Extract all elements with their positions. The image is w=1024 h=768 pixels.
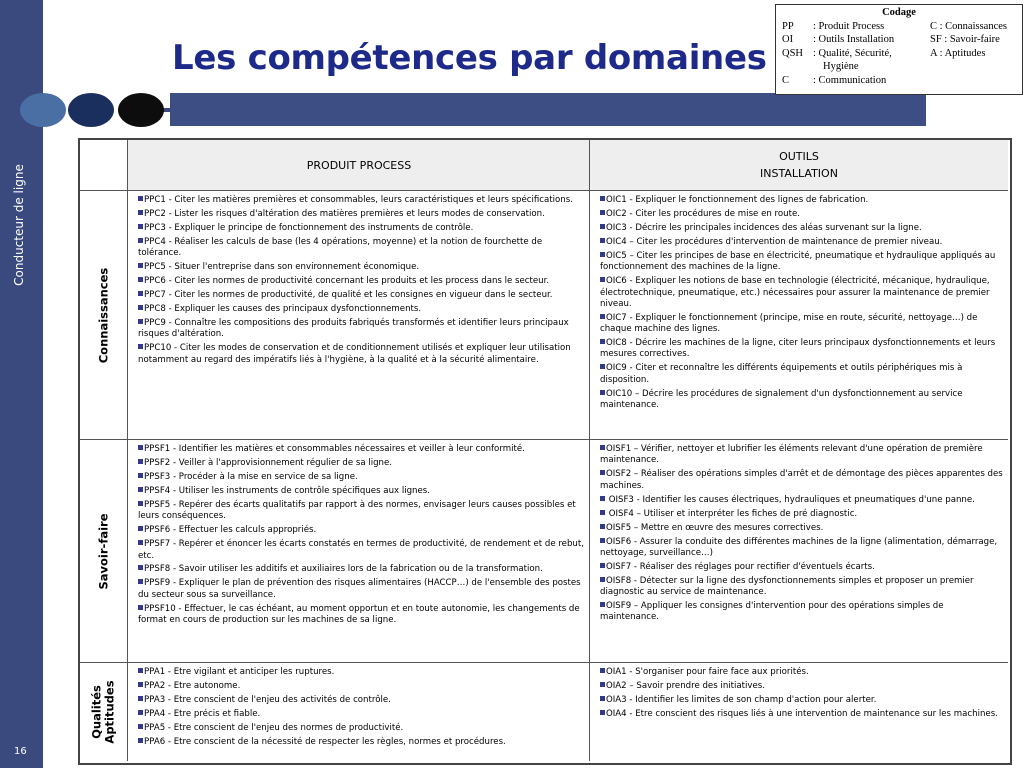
square-bullet-icon — [600, 224, 605, 229]
competence-item — [138, 709, 586, 720]
competence-item — [138, 667, 586, 678]
codage-cell: A : Aptitudes — [930, 47, 986, 59]
competence-item — [138, 262, 586, 273]
sidebar-label — [3, 160, 35, 290]
competence-text: PPC3 - Expliquer le principe de fonctionnement des instruments de contrôle. — [144, 222, 474, 233]
competence-text: PPSF8 - Savoir utiliser les additifs et auxiliaires lors de la fabrication ou de la transformation. — [144, 564, 543, 575]
codage-cell: : Qualité, Sécurité, — [813, 47, 892, 59]
grid-line — [80, 190, 1008, 191]
cell-connaissances-pp — [128, 191, 590, 439]
competence-item — [138, 500, 586, 523]
page-number: 16 — [14, 746, 27, 757]
square-bullet-icon — [600, 252, 605, 257]
codage-row — [782, 74, 1010, 88]
square-bullet-icon — [138, 565, 143, 570]
competence-item — [600, 389, 1004, 412]
square-bullet-icon — [600, 314, 605, 319]
header-pp-label: PRODUIT PROCESS — [306, 158, 412, 172]
codage-cell: QSH — [782, 47, 804, 59]
competence-text: OISF8 - Détecter sur la ligne des dysfonctionnements simples et proposer un premier diagnostic au service de maintenance. — [600, 575, 974, 598]
sidebar-label-text: Conducteur de ligne — [12, 164, 26, 286]
square-bullet-icon — [600, 682, 605, 687]
competence-item — [138, 681, 586, 692]
competence-item — [600, 667, 1004, 678]
competence-text: OIC2 - Citer les procédures de mise en route. — [606, 208, 800, 219]
competence-text: PPA2 - Etre autonome. — [144, 680, 241, 691]
header-produit-process — [128, 140, 590, 190]
square-bullet-icon — [600, 563, 605, 568]
header-oi-line2: INSTALLATION — [760, 167, 838, 180]
square-bullet-icon — [600, 538, 605, 543]
header-oi-line1: OUTILS — [779, 150, 819, 163]
competence-text: OIC3 - Décrire les principales incidences des aléas survenant sur la ligne. — [606, 222, 922, 233]
competence-text: OISF6 - Assurer la conduite des différentes machines de la ligne (alimentation, démarrage, nettoyage, surveillance…) — [600, 536, 998, 558]
competence-item — [600, 237, 1004, 248]
codage-cell: PP — [782, 20, 794, 32]
row-label-savoir-faire — [80, 440, 128, 662]
competence-text: PPA4 - Etre précis et fiable. — [144, 708, 261, 719]
square-bullet-icon — [600, 577, 605, 582]
codage-row — [782, 60, 1010, 74]
competence-item — [600, 495, 1004, 506]
square-bullet-icon — [600, 364, 605, 369]
competence-text: OISF2 – Réaliser des opérations simples d'arrêt et de démontage des pièces apparentes des machines. — [600, 469, 1003, 491]
square-bullet-icon — [138, 263, 143, 268]
square-bullet-icon — [138, 668, 143, 673]
competence-text: PPA6 - Etre conscient de la nécessité de respecter les règles, normes et procédures. — [144, 736, 506, 747]
competence-text: OIC8 - Décrire les machines de la ligne, citer leurs principaux dysfonctionnements et leurs mesures correctives. — [600, 338, 996, 360]
competence-text: OIC1 - Expliquer le fonctionnement des lignes de fabrication. — [606, 195, 869, 205]
square-bullet-icon — [600, 496, 605, 501]
row-label-savoir-faire-text: Savoir-faire — [96, 512, 111, 590]
square-bullet-icon — [138, 579, 143, 584]
row-label-connaissances — [80, 191, 128, 439]
square-bullet-icon — [138, 526, 143, 531]
competence-text: PPC5 - Situer l'entreprise dans son environnement économique. — [144, 262, 420, 273]
competence-item — [138, 604, 586, 627]
square-bullet-icon — [138, 277, 143, 282]
codage-row — [782, 47, 1010, 61]
codage-cell: OI — [782, 34, 794, 45]
codage-cell: Hygiène — [823, 61, 859, 72]
competence-text: PPC8 - Expliquer les causes des principaux dysfonctionnements. — [144, 304, 422, 315]
competence-text: PPA3 - Etre conscient de l'enjeu des activités de contrôle. — [144, 694, 391, 705]
decorative-circle-2 — [68, 93, 114, 127]
competence-item — [138, 209, 586, 220]
square-bullet-icon — [600, 668, 605, 673]
grid-line — [80, 439, 1008, 440]
competence-item — [138, 304, 586, 315]
row-label-qa-text — [91, 680, 117, 743]
codage-cell: C — [782, 74, 790, 86]
competence-item — [600, 195, 1004, 206]
competence-text: OISF4 – Utiliser et interpréter les fiches de pré diagnostic. — [606, 508, 858, 519]
competence-item — [600, 562, 1004, 573]
square-bullet-icon — [138, 224, 143, 229]
table-corner — [80, 140, 128, 190]
square-bullet-icon — [138, 445, 143, 450]
row-label-qualites-aptitudes — [80, 663, 128, 761]
competence-text: PPC2 - Lister les risques d'altération des matières premières et leurs modes de conservation. — [144, 208, 545, 219]
competence-text: PPSF2 - Veiller à l'approvisionnement régulier de sa ligne. — [144, 457, 393, 468]
cell-connaissances-oi — [590, 191, 1008, 439]
competence-item — [600, 523, 1004, 534]
competence-text: PPSF3 - Procéder à la mise en service de sa ligne. — [144, 471, 358, 482]
competence-item — [138, 564, 586, 575]
decorative-circle-1 — [20, 93, 66, 127]
codage-legend — [775, 4, 1023, 95]
square-bullet-icon — [600, 445, 605, 450]
square-bullet-icon — [138, 487, 143, 492]
square-bullet-icon — [600, 696, 605, 701]
square-bullet-icon — [138, 473, 143, 478]
competences-table — [78, 138, 1012, 765]
competence-text: PPC6 - Citer les normes de productivité concernant les produits et les process dans le secteur. — [144, 276, 550, 287]
square-bullet-icon — [138, 210, 143, 215]
competence-item — [138, 237, 586, 260]
square-bullet-icon — [138, 605, 143, 610]
competence-item — [138, 195, 586, 206]
competence-item — [600, 251, 1004, 274]
square-bullet-icon — [138, 238, 143, 243]
square-bullet-icon — [600, 339, 605, 344]
competence-text: OIA3 - Identifier les limites de son champ d'action pour alerter. — [606, 694, 877, 705]
competence-text: PPSF4 - Utiliser les instruments de contrôle spécifiques aux lignes. — [144, 485, 431, 496]
competence-item — [600, 223, 1004, 234]
competence-text: OISF9 – Appliquer les consignes d'intervention pour des opérations simples de maintenance. — [600, 601, 944, 623]
competence-item — [600, 509, 1004, 520]
codage-title: Codage — [882, 7, 916, 18]
competence-item — [600, 313, 1004, 336]
square-bullet-icon — [138, 724, 143, 729]
competence-item — [600, 209, 1004, 220]
header-outils-installation — [590, 140, 1008, 190]
competence-text: PPA1 - Etre vigilant et anticiper les ruptures. — [144, 667, 335, 677]
square-bullet-icon — [600, 390, 605, 395]
square-bullet-icon — [138, 319, 143, 324]
competence-item — [600, 601, 1004, 624]
competence-item — [138, 695, 586, 706]
square-bullet-icon — [138, 291, 143, 296]
competence-text: PPSF5 - Repérer des écarts qualitatifs par rapport à des normes, envisager leurs causes possibles et leurs conséquences. — [138, 499, 576, 522]
row-label-qa-line1: Qualités — [90, 685, 105, 739]
square-bullet-icon — [600, 710, 605, 715]
slide-title: Les compétences par domaines — [172, 38, 767, 78]
competence-item — [138, 318, 586, 341]
competence-item — [600, 709, 1004, 720]
square-bullet-icon — [138, 682, 143, 687]
row-label-connaissances-text: Connaissances — [96, 267, 111, 363]
competence-item — [138, 458, 586, 469]
codage-cell: : Outils Installation — [813, 34, 895, 45]
competence-item — [138, 486, 586, 497]
decorative-circle-3 — [118, 93, 164, 127]
competence-text: OIC9 - Citer et reconnaître les différents équipements et outils périphériques mis à disposition. — [600, 363, 963, 385]
grid-line — [127, 140, 128, 761]
competence-text: PPC9 - Connaître les compositions des produits fabriqués transformés et identifier leurs principaux risques d'altération. — [138, 318, 569, 340]
codage-cell — [930, 74, 1010, 88]
competence-text: PPC7 - Citer les normes de productivité, de qualité et les consignes en vigueur dans le secteur. — [144, 290, 553, 301]
codage-cell — [782, 60, 813, 74]
competence-item — [600, 537, 1004, 560]
codage-cell: SF : Savoir-faire — [930, 34, 1000, 45]
competence-item — [600, 363, 1004, 386]
competence-text: OISF3 - Identifier les causes électriques, hydrauliques et pneumatiques d'une panne. — [606, 494, 975, 505]
square-bullet-icon — [600, 196, 605, 201]
square-bullet-icon — [138, 344, 143, 349]
competence-item — [138, 723, 586, 734]
competence-item — [138, 578, 586, 601]
competence-item — [138, 223, 586, 234]
competence-text: PPA5 - Etre conscient de l'enjeu des normes de productivité. — [144, 722, 404, 733]
square-bullet-icon — [138, 738, 143, 743]
competence-text: OISF5 – Mettre en œuvre des mesures correctives. — [606, 522, 824, 533]
square-bullet-icon — [600, 238, 605, 243]
competence-item — [138, 539, 586, 562]
competence-item — [600, 444, 1004, 467]
codage-row — [782, 20, 1010, 34]
competence-text: PPSF6 - Effectuer les calculs appropriés. — [144, 525, 317, 536]
competence-text: OIC5 – Citer les principes de base en électricité, pneumatique et hydraulique appliqués au fonctionnement des machines de la ligne. — [600, 250, 996, 273]
square-bullet-icon — [138, 305, 143, 310]
codage-cell — [930, 60, 1010, 74]
codage-cell: C : Connaissances — [930, 20, 1007, 32]
grid-line — [80, 662, 1008, 663]
competence-text: OISF1 – Vérifier, nettoyer et lubrifier les éléments relevant d'une opération de première maintenance. — [600, 444, 983, 466]
competence-item — [600, 681, 1004, 692]
square-bullet-icon — [600, 602, 605, 607]
competence-text: PPSF1 - Identifier les matières et consommables nécessaires et veiller à leur conformité. — [144, 444, 525, 454]
competence-text: OIC4 – Citer les procédures d'intervention de maintenance de premier niveau. — [606, 236, 943, 247]
codage-cell: : Communication — [813, 74, 887, 86]
competence-item — [600, 338, 1004, 361]
competence-text: PPC1 - Citer les matières premières et consommables, leurs caractéristiques et leurs spécifications. — [144, 195, 573, 205]
competence-item — [600, 276, 1004, 310]
competence-text: PPC10 - Citer les modes de conservation et de conditionnement utilisés et expliquer leur utilisation notamment au regard des impératifs liés à l'hygiène, à la qualité et à la sécurité alimentaire. — [138, 343, 571, 365]
cell-savoir-faire-pp — [128, 440, 590, 662]
competence-item — [138, 343, 586, 366]
competence-text: OIC7 - Expliquer le fonctionnement (principe, mise en route, sécurité, nettoyage…) de chaque machine des lignes. — [600, 312, 978, 335]
square-bullet-icon — [600, 510, 605, 515]
competence-item — [600, 695, 1004, 706]
square-bullet-icon — [600, 210, 605, 215]
decorative-title-bar — [170, 93, 926, 126]
square-bullet-icon — [138, 540, 143, 545]
competence-item — [138, 290, 586, 301]
competence-text: OIA1 - S'organiser pour faire face aux priorités. — [606, 667, 809, 677]
competence-item — [138, 276, 586, 287]
codage-cell: : Produit Process — [813, 20, 885, 32]
competence-text: OISF7 - Réaliser des réglages pour rectifier d'éventuels écarts. — [606, 561, 875, 572]
cell-savoir-faire-oi — [590, 440, 1008, 662]
competence-item — [138, 444, 586, 455]
square-bullet-icon — [138, 459, 143, 464]
competence-text: PPSF10 - Effectuer, le cas échéant, au moment opportun et en toute autonomie, les changements de format en cours de production sur les machines de sa ligne. — [138, 603, 580, 626]
competence-text: PPSF9 - Expliquer le plan de prévention des risques alimentaires (HACCP…) de l'ensemble des postes du secteur sous sa surveillance. — [138, 578, 581, 600]
square-bullet-icon — [600, 470, 605, 475]
competence-text: OIA4 - Etre conscient des risques liés à une intervention de maintenance sur les machines. — [606, 708, 998, 719]
competence-text: OIA2 – Savoir prendre des initiatives. — [606, 680, 766, 691]
competence-item — [600, 576, 1004, 599]
square-bullet-icon — [138, 501, 143, 506]
competence-text: OIC10 – Décrire les procédures de signalement d'un dysfonctionnement au service maintenance. — [600, 388, 963, 410]
cell-qualites-oi — [590, 663, 1008, 761]
competence-text: PPSF7 - Repérer et énoncer les écarts constatés en termes de productivité, de rendement et de rebut, etc. — [138, 539, 584, 561]
competence-text: OIC6 - Expliquer les notions de base en technologie (électricité, mécanique, hydraulique, électrotechnique, pneumatique, etc.) nécessaires pour assurer la maintenance de premier niveau. — [600, 276, 990, 309]
square-bullet-icon — [138, 710, 143, 715]
square-bullet-icon — [138, 196, 143, 201]
competence-text: PPC4 - Réaliser les calculs de base (les 4 opérations, moyenne) et la notion de fourchette de tolérance. — [138, 236, 543, 259]
competence-item — [138, 737, 586, 748]
competence-item — [600, 469, 1004, 492]
codage-table — [782, 20, 1010, 88]
square-bullet-icon — [600, 524, 605, 529]
competence-item — [138, 472, 586, 483]
cell-qualites-pp — [128, 663, 590, 761]
competence-item — [138, 525, 586, 536]
row-label-qa-line2: Aptitudes — [103, 680, 118, 744]
codage-row — [782, 33, 1010, 47]
grid-line — [589, 140, 590, 761]
square-bullet-icon — [600, 277, 605, 282]
square-bullet-icon — [138, 696, 143, 701]
